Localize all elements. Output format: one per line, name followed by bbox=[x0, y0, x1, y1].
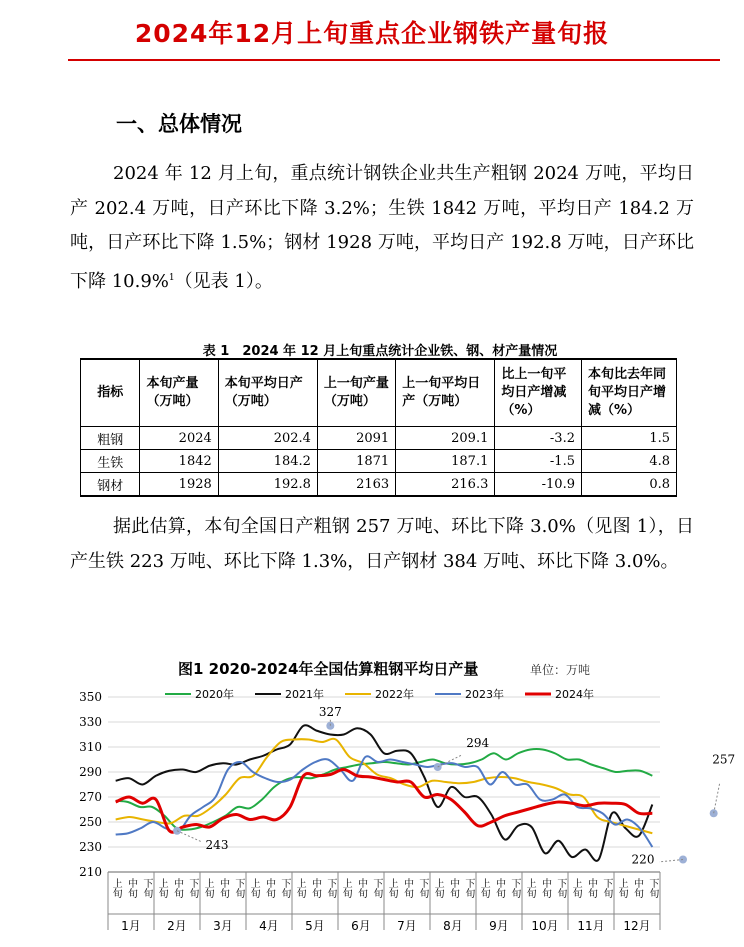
summary-text: 2024 年 12 月上旬，重点统计钢铁企业共生产粗钢 2024 万吨，平均日产 202.4 万吨，日产环比下降 3.2%；生铁 1842 万吨，平均日产 184.2 万吨，日产环比下降 1.5%；钢材 1928 万吨，平均日产 192.8 万吨，日产环比下降 10.9% bbox=[70, 163, 694, 292]
table-cell: 1928 bbox=[140, 473, 218, 497]
table-header-cell: 指标 bbox=[81, 359, 140, 427]
table-caption: 表 1 2024 年 12 月上旬重点统计企业铁、钢、材产量情况 bbox=[202, 344, 558, 359]
decade-tick-label: 上旬 bbox=[478, 878, 490, 898]
decade-tick-label: 下旬 bbox=[370, 878, 382, 898]
legend-label: 2023年 bbox=[465, 688, 504, 701]
decade-tick-label: 下旬 bbox=[186, 878, 198, 898]
decade-tick-label: 中旬 bbox=[171, 878, 183, 898]
report-title: 2024年12月上旬重点企业钢铁产量旬报 bbox=[134, 19, 610, 48]
table-cell: 216.3 bbox=[396, 473, 495, 497]
legend-label: 2021年 bbox=[285, 688, 324, 701]
decade-tick-label: 上旬 bbox=[202, 878, 214, 898]
decade-tick-label: 上旬 bbox=[156, 878, 168, 898]
decade-tick-label: 上旬 bbox=[524, 878, 536, 898]
month-tick-label: 5月 bbox=[305, 919, 325, 933]
decade-tick-label: 中旬 bbox=[493, 878, 505, 898]
month-tick-label: 9月 bbox=[489, 919, 509, 933]
decade-tick-label: 上旬 bbox=[294, 878, 306, 898]
table-header-cell: 本旬产量（万吨） bbox=[140, 359, 218, 427]
footnote-marker: 1 bbox=[168, 272, 175, 283]
summary-tail: （见表 1）。 bbox=[174, 270, 273, 292]
month-tick-label: 4月 bbox=[259, 919, 279, 933]
annotation-label: 294 bbox=[466, 736, 490, 750]
decade-tick-label: 下旬 bbox=[324, 878, 336, 898]
legend-label: 2024年 bbox=[555, 688, 594, 701]
table-cell: 4.8 bbox=[581, 450, 676, 473]
decade-tick-label: 上旬 bbox=[386, 878, 398, 898]
table-header-row bbox=[81, 359, 677, 427]
table-cell: 209.1 bbox=[396, 427, 495, 450]
decade-tick-label: 下旬 bbox=[232, 878, 244, 898]
month-tick-label: 8月 bbox=[443, 919, 463, 933]
decade-tick-label: 中旬 bbox=[447, 878, 459, 898]
steel-output-chart bbox=[70, 652, 736, 942]
table-cell: -3.2 bbox=[495, 427, 582, 450]
decade-tick-label: 下旬 bbox=[140, 878, 152, 898]
decade-tick-label: 中旬 bbox=[309, 878, 321, 898]
table-cell: 2024 bbox=[140, 427, 218, 450]
table-row bbox=[81, 473, 677, 497]
annotation-label: 257 bbox=[712, 752, 736, 767]
series-line bbox=[116, 725, 653, 861]
table-cell: 192.8 bbox=[218, 473, 317, 497]
table-cell: 粗钢 bbox=[81, 427, 140, 450]
table-cell: 0.8 bbox=[581, 473, 676, 497]
summary-paragraph bbox=[70, 157, 694, 299]
annotation-label: 327 bbox=[318, 704, 342, 719]
table-header-cell: 本旬比去年同旬平均日产增减（%） bbox=[581, 359, 676, 427]
y-tick-label: 270 bbox=[79, 790, 102, 804]
table-header-cell: 上一旬产量（万吨） bbox=[317, 359, 395, 427]
decade-tick-label: 中旬 bbox=[217, 878, 229, 898]
series-line bbox=[116, 756, 653, 847]
decade-tick-label: 下旬 bbox=[554, 878, 566, 898]
chart-title: 图1 2020-2024年全国估算粗钢平均日产量 bbox=[178, 660, 479, 678]
month-tick-label: 11月 bbox=[577, 919, 605, 933]
legend-label: 2022年 bbox=[375, 688, 414, 701]
month-tick-label: 3月 bbox=[213, 919, 233, 933]
month-tick-label: 1月 bbox=[121, 919, 141, 933]
month-tick-label: 10月 bbox=[531, 919, 559, 933]
table-header-cell: 比上一旬平均日产增减（%） bbox=[495, 359, 582, 427]
table-cell: 钢材 bbox=[81, 473, 140, 497]
table-cell: 202.4 bbox=[218, 427, 317, 450]
y-tick-label: 250 bbox=[79, 815, 102, 829]
y-tick-label: 310 bbox=[79, 740, 102, 754]
decade-tick-label: 下旬 bbox=[416, 878, 428, 898]
chart-container bbox=[70, 652, 736, 942]
production-table bbox=[80, 358, 677, 497]
table-row bbox=[81, 427, 677, 450]
decade-tick-label: 上旬 bbox=[248, 878, 260, 898]
decade-tick-label: 中旬 bbox=[355, 878, 367, 898]
y-tick-label: 290 bbox=[79, 765, 102, 779]
section-heading: 一、总体情况 bbox=[116, 112, 242, 136]
month-tick-label: 7月 bbox=[397, 919, 417, 933]
annotation-label: 243 bbox=[205, 837, 229, 852]
table-cell: 1871 bbox=[317, 450, 395, 473]
decade-tick-label: 下旬 bbox=[462, 878, 474, 898]
table-header-cell: 上一旬平均日产（万吨） bbox=[396, 359, 495, 427]
decade-tick-label: 下旬 bbox=[278, 878, 290, 898]
decade-tick-label: 中旬 bbox=[263, 878, 275, 898]
decade-tick-label: 下旬 bbox=[508, 878, 520, 898]
table-cell: -1.5 bbox=[495, 450, 582, 473]
decade-tick-label: 中旬 bbox=[539, 878, 551, 898]
table-cell: 2091 bbox=[317, 427, 395, 450]
decade-tick-label: 下旬 bbox=[646, 878, 658, 898]
title-divider bbox=[68, 59, 720, 61]
table-cell: 2163 bbox=[317, 473, 395, 497]
table-cell: 1842 bbox=[140, 450, 218, 473]
annotation-label: 220 bbox=[631, 852, 655, 867]
decade-tick-label: 上旬 bbox=[110, 878, 122, 898]
month-tick-label: 6月 bbox=[351, 919, 371, 933]
decade-tick-label: 上旬 bbox=[340, 878, 352, 898]
month-tick-label: 12月 bbox=[623, 919, 651, 933]
chart-unit: 单位：万吨 bbox=[530, 663, 591, 677]
table-header-cell: 本旬平均日产（万吨） bbox=[218, 359, 317, 427]
decade-tick-label: 下旬 bbox=[600, 878, 612, 898]
y-tick-label: 210 bbox=[79, 865, 102, 879]
decade-tick-label: 上旬 bbox=[616, 878, 628, 898]
decade-tick-label: 中旬 bbox=[631, 878, 643, 898]
table-cell: -10.9 bbox=[495, 473, 582, 497]
estimate-paragraph: 据此估算，本旬全国日产粗钢 257 万吨、环比下降 3.0%（见图 1），日产生铁 223 万吨、环比下降 1.3%，日产钢材 384 万吨、环比下降 3.0%。 bbox=[70, 516, 694, 572]
table-cell: 187.1 bbox=[396, 450, 495, 473]
legend-label: 2020年 bbox=[195, 688, 234, 701]
table-cell: 184.2 bbox=[218, 450, 317, 473]
decade-tick-label: 上旬 bbox=[570, 878, 582, 898]
decade-tick-label: 上旬 bbox=[432, 878, 444, 898]
decade-tick-label: 中旬 bbox=[585, 878, 597, 898]
decade-tick-label: 中旬 bbox=[401, 878, 413, 898]
y-tick-label: 350 bbox=[79, 690, 102, 704]
y-tick-label: 330 bbox=[79, 715, 102, 729]
annotation-leader bbox=[714, 783, 720, 813]
decade-tick-label: 中旬 bbox=[125, 878, 137, 898]
table-row bbox=[81, 450, 677, 473]
table-cell: 生铁 bbox=[81, 450, 140, 473]
month-tick-label: 2月 bbox=[167, 919, 187, 933]
y-tick-label: 230 bbox=[79, 840, 102, 854]
table-cell: 1.5 bbox=[581, 427, 676, 450]
